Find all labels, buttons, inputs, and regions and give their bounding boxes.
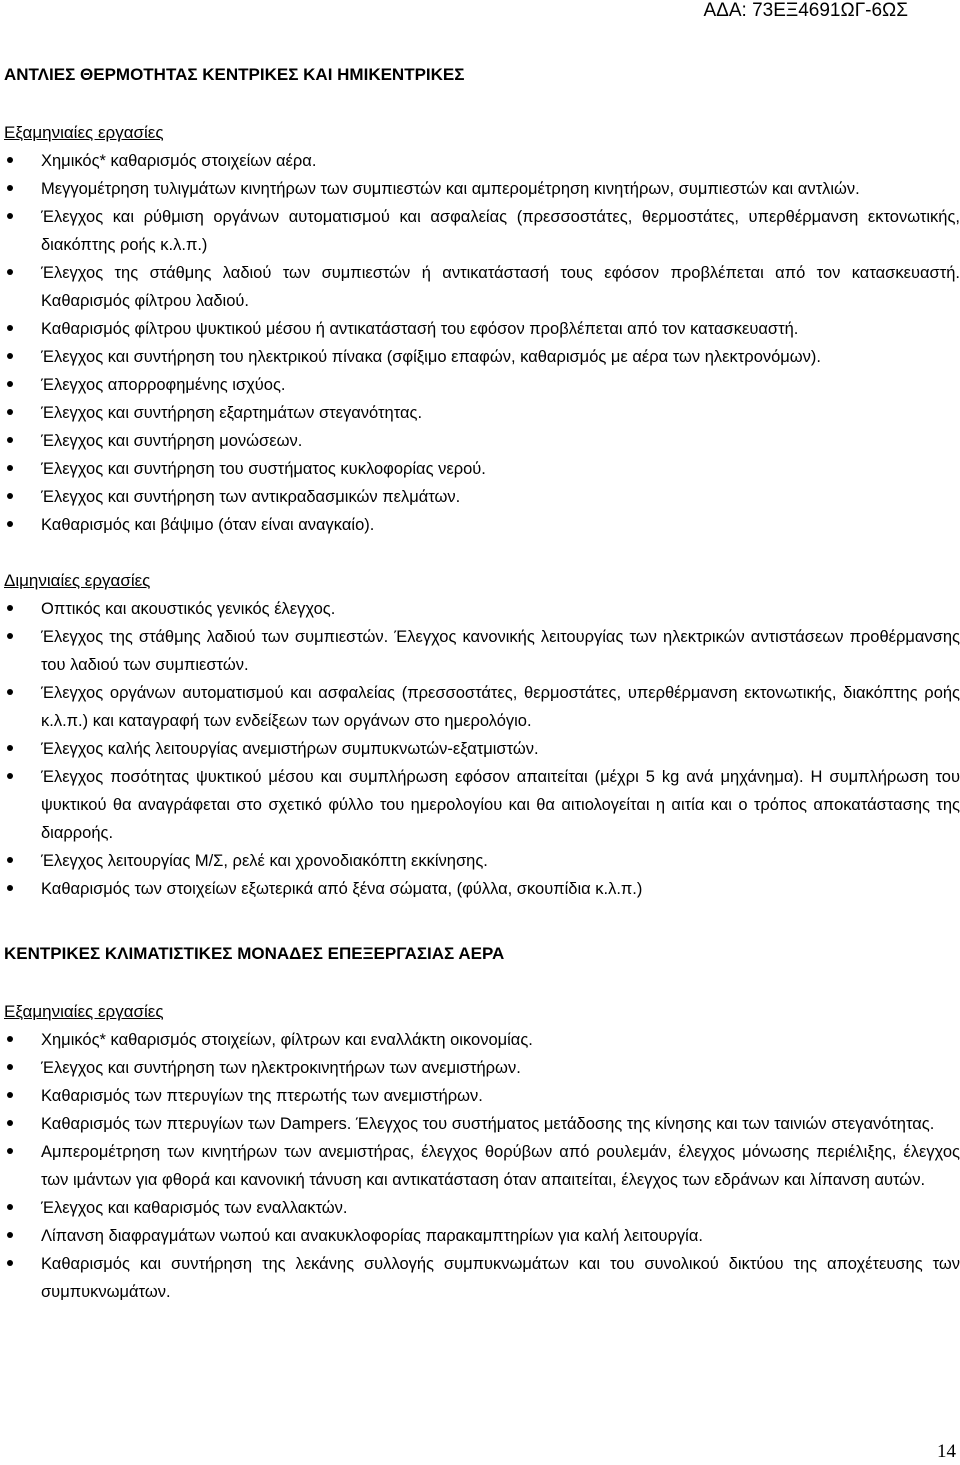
list-item: Έλεγχος ποσότητας ψυκτικού μέσου και συμπλήρωση εφόσον απαιτείται (μέχρι 5 kg ανά μηχάνημα). Η συμπλήρωση του ψυκτικού θα αναγράφεται στο σχετικό φύλλο του ημερολογίου και θα αιτιολογείται η αιτία και ο τρόπος αποκατάστασης της διαρροής. xyxy=(4,763,960,847)
section-title: ΑΝΤΛΙΕΣ ΘΕΡΜΟΤΗΤΑΣ ΚΕΝΤΡΙΚΕΣ ΚΑΙ ΗΜΙΚΕΝΤΡΙΚΕΣ xyxy=(4,65,465,84)
list-item: Χημικός* καθαρισμός στοιχείων αέρα. xyxy=(4,147,960,175)
list-item: Έλεγχος οργάνων αυτοματισμού και ασφαλείας (πρεσσοστάτες, θερμοστάτες, υπερθέρμανση εκτονωτικής, διακόπτης ροής κ.λ.π.) και καταγραφή των ενδείξεων των οργάνων στο ημερολόγιο. xyxy=(4,679,960,735)
list-item: Έλεγχος καλής λειτουργίας ανεμιστήρων συμπυκνωτών-εξατμιστών. xyxy=(4,735,960,763)
list-item: Καθαρισμός των πτερυγίων της πτερωτής των ανεμιστήρων. xyxy=(4,1082,960,1110)
list-item: Έλεγχος και συντήρηση του ηλεκτρικού πίνακα (σφίξιμο επαφών, καθαρισμός με αέρα των ηλεκτρονόμων). xyxy=(4,343,960,371)
list-item: Έλεγχος και ρύθμιση οργάνων αυτοματισμού και ασφαλείας (πρεσσοστάτες, θερμοστάτες, υπερθέρμανση εκτονωτικής, διακόπτης ροής κ.λ.π.) xyxy=(4,203,960,259)
list-item: Έλεγχος και συντήρηση των αντικραδασμικών πελμάτων. xyxy=(4,483,960,511)
section-title: ΚΕΝΤΡΙΚΕΣ ΚΛΙΜΑΤΙΣΤΙΚΕΣ ΜΟΝΑΔΕΣ ΕΠΕΞΕΡΓΑΣΙΑΣ ΑΕΡΑ xyxy=(4,944,505,963)
subheading-bimonthly: Διμηνιαίες εργασίες xyxy=(4,571,151,590)
list-item: Μεγγομέτρηση τυλιγμάτων κινητήρων των συμπιεστών και αμπερομέτρηση κινητήρων, συμπιεστών και αντλιών. xyxy=(4,175,960,203)
list-item: Καθαρισμός των στοιχείων εξωτερικά από ξένα σώματα, (φύλλα, σκουπίδια κ.λ.π.) xyxy=(4,875,960,903)
list-item: Έλεγχος και συντήρηση εξαρτημάτων στεγανότητας. xyxy=(4,399,960,427)
list-item: Έλεγχος και συντήρηση του συστήματος κυκλοφορίας νερού. xyxy=(4,455,960,483)
subheading-semiannual: Εξαμηνιαίες εργασίες xyxy=(4,1002,164,1021)
list-item: Λίπανση διαφραγμάτων νωπού και ανακυκλοφορίας παρακαμπτηρίων για καλή λειτουργία. xyxy=(4,1222,960,1250)
list-item: Καθαρισμός και βάψιμο (όταν είναι αναγκαίο). xyxy=(4,511,960,539)
list-item: Καθαρισμός των πτερυγίων των Dampers. Έλεγχος του συστήματος μετάδοσης της κίνησης και των ταινιών στεγανότητας. xyxy=(4,1110,960,1138)
list-item: Καθαρισμός και συντήρηση της λεκάνης συλλογής συμπυκνωμάτων και του συνολικού δικτύου της αποχέτευσης των συμπυκνωμάτων. xyxy=(4,1250,960,1306)
subheading-semiannual: Εξαμηνιαίες εργασίες xyxy=(4,123,164,142)
list-item: Έλεγχος της στάθμης λαδιού των συμπιεστών. Έλεγχος κανονικής λειτουργίας των ηλεκτρικών αντιστάσεων προθέρμανσης του λαδιού των συμπιεστών. xyxy=(4,623,960,679)
list-item: Έλεγχος απορροφημένης ισχύος. xyxy=(4,371,960,399)
task-list xyxy=(4,147,960,539)
list-item: Έλεγχος και καθαρισμός των εναλλακτών. xyxy=(4,1194,960,1222)
ada-code: ΑΔΑ: 73ΕΞ4691ΩΓ-6ΩΣ xyxy=(703,0,908,21)
list-item: Οπτικός και ακουστικός γενικός έλεγχος. xyxy=(4,595,960,623)
list-item: Έλεγχος λειτουργίας Μ/Σ, ρελέ και χρονοδιακόπτη εκκίνησης. xyxy=(4,847,960,875)
task-list xyxy=(4,595,960,903)
task-list xyxy=(4,1026,960,1306)
page-number: 14 xyxy=(937,1441,956,1462)
list-item: Έλεγχος της στάθμης λαδιού των συμπιεστών ή αντικατάστασή τους εφόσον προβλέπεται από τον κατασκευαστή. Καθαρισμός φίλτρου λαδιού. xyxy=(4,259,960,315)
list-item: Έλεγχος και συντήρηση μονώσεων. xyxy=(4,427,960,455)
list-item: Αμπερομέτρηση των κινητήρων των ανεμιστήρας, έλεγχος θορύβων από ρουλεμάν, έλεγχος μόνωσης περιέλιξης, έλεγχος των ιμάντων για φθορά και κανονική τάνυση και αντικατάσταση όταν απαιτείται, έλεγχος των εδράνων και λίπανση αυτών. xyxy=(4,1138,960,1194)
list-item: Καθαρισμός φίλτρου ψυκτικού μέσου ή αντικατάστασή του εφόσον προβλέπεται από τον κατασκευαστή. xyxy=(4,315,960,343)
list-item: Έλεγχος και συντήρηση των ηλεκτροκινητήρων των ανεμιστήρων. xyxy=(4,1054,960,1082)
list-item: Χημικός* καθαρισμός στοιχείων, φίλτρων και εναλλάκτη οικονομίας. xyxy=(4,1026,960,1054)
document-body xyxy=(4,62,960,1306)
